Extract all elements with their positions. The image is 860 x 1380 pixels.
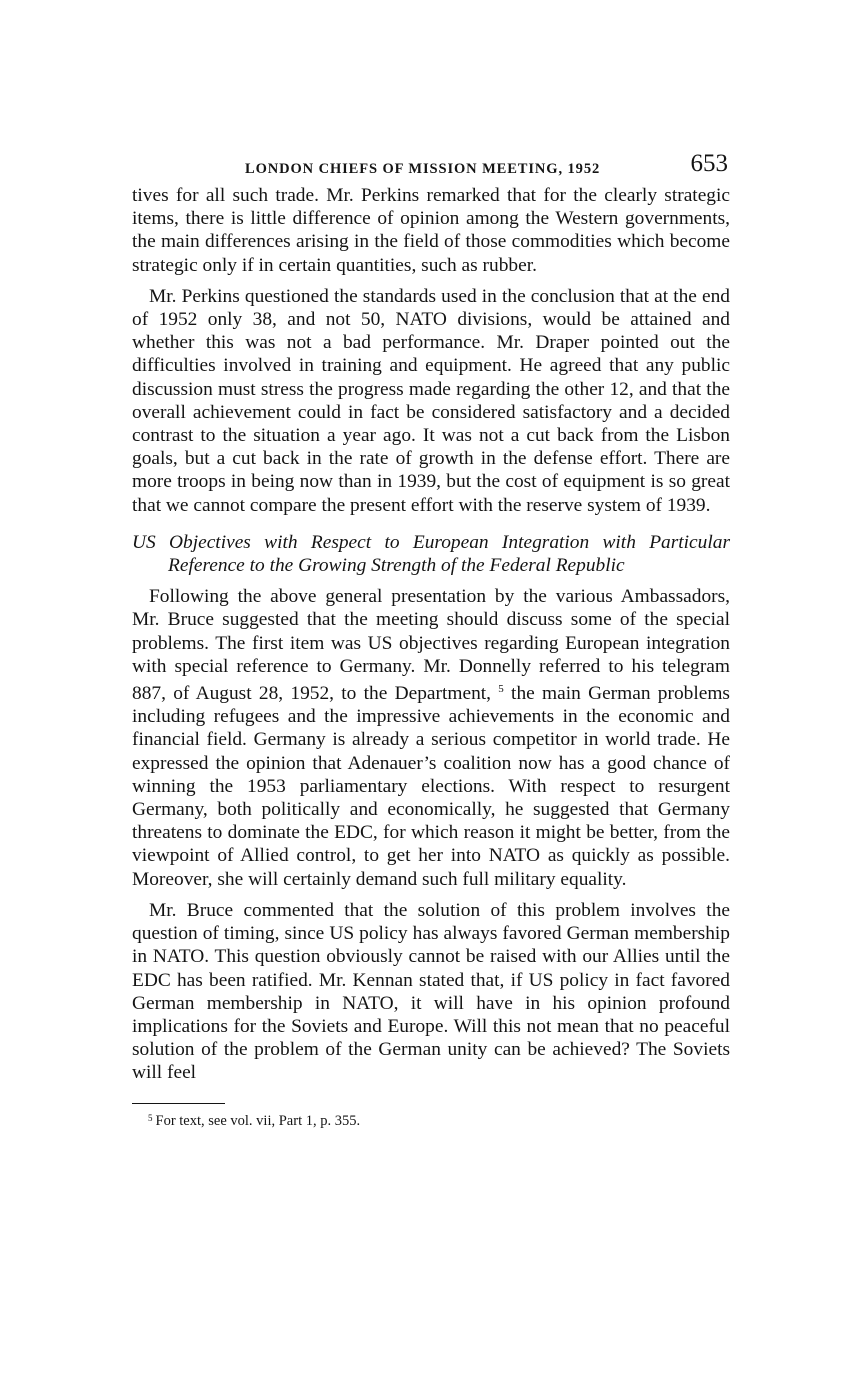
footnote-reference: 5 <box>498 683 504 696</box>
paragraph-text-part1: Following the above general presentation by the various Ambassadors, Mr. Bruce suggested that the meeting should discuss some of the special problems. The first item was US objectives regarding European integration with special reference to Germany. Mr. Donnelly referred to his telegram 887, of August 28, 1952, to the Department, <box>132 586 730 705</box>
paragraph-continued: tives for all such trade. Mr. Perkins remarked that for the clearly strategic items, there is little difference of opinion among the Western governments, the main differences arising in the field of those commodities which become strategic only if in certain quantities, such as rubber. <box>132 185 730 276</box>
body-text <box>132 184 730 1085</box>
footnote-divider <box>132 1103 225 1104</box>
footnote-marker: 5 <box>148 1112 153 1123</box>
document-page <box>132 150 730 1130</box>
paragraph-bruce-kennan: Mr. Bruce commented that the solution of this problem involves the question of timing, since US policy has always favored German membership in NATO. This question obviously cannot be raised with our Allies until the EDC has been ratified. Mr. Kennan stated that, if US policy in fact favored German membership in NATO, it will have in his opinion profound implications for the Soviets and Europe. Will this not mean that no peaceful solution of the problem of the German unity can be achieved? The Soviets will feel <box>132 899 730 1084</box>
running-title: LONDON CHIEFS OF MISSION MEETING, 1952 <box>245 161 601 177</box>
paragraph-bruce-donnelly <box>132 585 730 891</box>
section-heading: US Objectives with Respect to European Integration with Particular Reference to the Growing Strength of the Federal Republic <box>132 531 730 577</box>
running-header <box>132 150 730 184</box>
footnote <box>132 1109 730 1130</box>
page-number: 653 <box>690 150 728 177</box>
footnote-text: For text, see vol. vii, Part 1, p. 355. <box>155 1112 361 1129</box>
paragraph-text-part2: the main German problems including refugees and the impressive achievements in the economic and financial field. Germany is already a serious competitor in world trade. He expressed the opinion that Adenauer’s coalition now has a good chance of winning the 1953 parliamentary elections. With respect to resurgent Germany, both politically and economically, he suggested that Germany threatens to dominate the EDC, for which reason it might be better, from the viewpoint of Allied control, to get her into NATO as quickly as possible. Moreover, she will certainly demand such full military equality. <box>132 683 730 890</box>
paragraph-perkins-draper: Mr. Perkins questioned the standards used in the conclusion that at the end of 1952 only 38, and not 50, NATO divisions, would be attained and whether this was not a bad performance. Mr. Draper pointed out the difficulties involved in training and equipment. He agreed that any public discussion must stress the progress made regarding the other 12, and that the overall achievement could in fact be considered satisfactory and a decided contrast to the situation a year ago. It was not a cut back from the Lisbon goals, but a cut back in the rate of growth in the defense effort. There are more troops in being now than in 1939, but the cost of equipment is so great that we cannot compare the present effort with the reserve system of 1939. <box>132 285 730 516</box>
